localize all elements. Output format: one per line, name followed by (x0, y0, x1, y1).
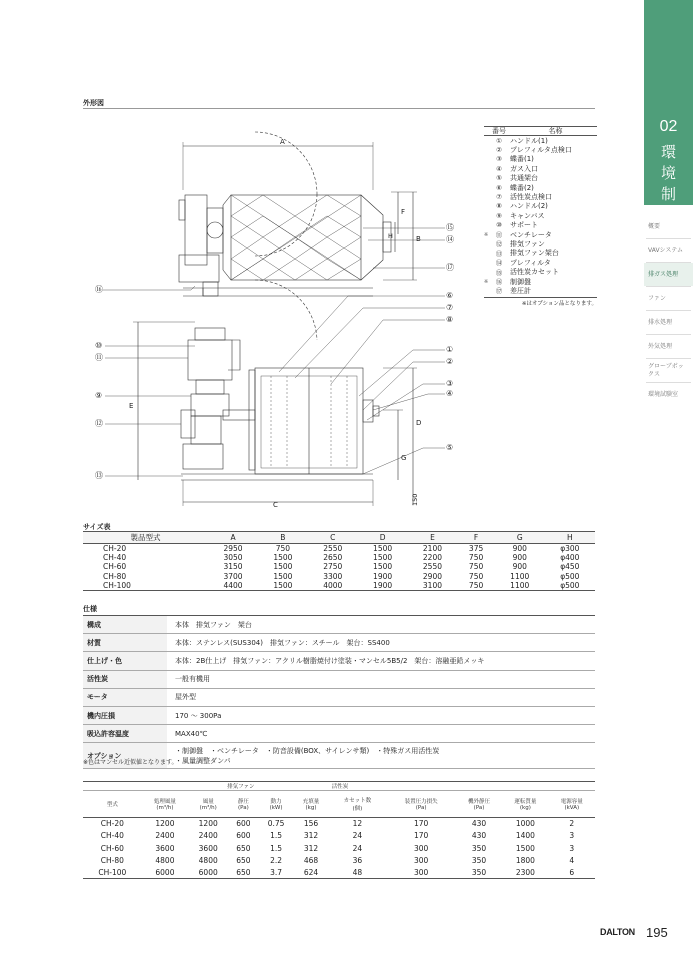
perf-cell: 650 (236, 856, 251, 866)
perf-cell: 350 (471, 856, 487, 866)
size-cell: 4400 (208, 581, 258, 591)
perf-cell: 350 (456, 867, 502, 879)
spec-row (83, 706, 595, 724)
size-cell: 750 (457, 581, 494, 591)
parts-row (484, 183, 597, 192)
perf-cell: 3 (569, 831, 575, 841)
perf-header-label: 運転質量 (514, 799, 537, 805)
perf-header-cell (228, 791, 258, 818)
spec-key: 機内圧損 (83, 706, 167, 724)
perf-cell: 2.2 (270, 856, 283, 866)
size-cell: 1500 (373, 553, 393, 563)
dim-d-label: D (416, 419, 422, 427)
callout-2: ② (446, 357, 454, 366)
parts-header (484, 126, 597, 136)
callout-13: ⑬ (95, 471, 103, 480)
parts-row (484, 174, 597, 183)
callout-3: ③ (446, 379, 454, 388)
parts-number: ② (496, 146, 502, 155)
perf-header-label: 電源容量 (560, 799, 583, 805)
perf-header-cell (142, 791, 188, 818)
perf-cell: 300 (413, 856, 429, 866)
parts-row (484, 277, 597, 286)
size-cell: 750 (468, 571, 484, 581)
parts-name: ベンチレータ (510, 230, 552, 239)
perf-cell: CH-60 (100, 843, 124, 853)
size-header-cell: E (408, 532, 458, 544)
parts-name: サポート (510, 221, 538, 230)
spec-value: 本体：ステンレス(SUS304) 排気ファン：スチール 架台：SS400 (175, 638, 390, 647)
size-cell: 3050 (223, 553, 243, 563)
size-cell: 1500 (273, 553, 293, 563)
parts-header-name: 名称 (548, 127, 563, 135)
size-cell: 2200 (422, 553, 442, 563)
spec-row (83, 652, 595, 670)
perf-cell: 1200 (155, 819, 175, 829)
perf-cell: 1800 (515, 856, 535, 866)
perf-row (83, 818, 595, 830)
perf-header-label: 装置圧力損失 (404, 799, 438, 805)
spec-value-cell (167, 616, 595, 634)
parts-name: 排気ファン (510, 240, 545, 248)
size-header-cell: H (545, 532, 595, 544)
dim-150-label: 150 (411, 493, 419, 506)
chapter-number: 02 (659, 118, 678, 135)
size-table-title: サイズ表 (83, 523, 111, 531)
spec-value-cell (167, 634, 595, 652)
perf-header-unit: (Pa) (415, 805, 427, 811)
brand-logo: DALTON (600, 927, 635, 937)
parts-row (484, 164, 597, 173)
perf-cell: 3600 (155, 843, 175, 853)
parts-number: ⑫ (495, 240, 503, 249)
chapter-title (644, 142, 693, 226)
perf-cell: 1400 (515, 831, 535, 841)
callout-1: ① (446, 345, 454, 354)
parts-name: 蝶番(2) (510, 183, 534, 192)
perf-header-unit: (個) (352, 806, 363, 812)
parts-number: ⑰ (495, 287, 503, 296)
size-cell: 2650 (323, 553, 343, 563)
size-cell: 1500 (273, 562, 293, 572)
dim-f-label: F (401, 208, 406, 216)
perf-cell: 2300 (502, 867, 548, 879)
size-cell: CH-80 (103, 571, 127, 581)
spec-value-cell (167, 743, 595, 769)
perf-cell: 36 (352, 856, 363, 866)
spec-key: 材質 (83, 634, 167, 652)
parts-header-no: 番号 (492, 127, 506, 135)
spec-table (83, 615, 595, 769)
size-cell: 750 (468, 553, 484, 563)
perf-cell: 12 (352, 819, 363, 829)
parts-row (484, 267, 597, 276)
nav-item-fan[interactable]: ファン (648, 294, 666, 302)
size-cell: 3700 (223, 571, 243, 581)
perf-cell: 650 (236, 843, 251, 853)
perf-cell: 300 (413, 843, 429, 853)
performance-table (83, 781, 595, 879)
perf-cell: 6000 (142, 867, 188, 879)
perf-cell: 430 (471, 819, 487, 829)
size-header-cell: C (308, 532, 358, 544)
perf-cell: 300 (386, 867, 456, 879)
nav-item-test-room[interactable]: 環境試験室 (648, 390, 679, 398)
perf-cell: 4800 (198, 856, 218, 866)
callout-5: ⑤ (446, 443, 454, 452)
perf-header-cell (258, 791, 293, 818)
callout-8: ⑧ (446, 315, 454, 324)
size-cell: 900 (512, 562, 527, 572)
spec-value: 本体：2B仕上げ 排気ファン：アクリル樹脂焼付け塗装・マンセル5B5/2 架台：溶融亜鉛メッキ (175, 656, 485, 665)
spec-value: 屋外型 (175, 693, 196, 702)
perf-cell: 6 (549, 867, 595, 879)
parts-name: ガス入口 (510, 164, 538, 173)
perf-header-cell (294, 791, 329, 818)
size-header-cell: G (495, 532, 545, 544)
perf-header-label: 型式 (106, 802, 118, 808)
size-header-cell: D (358, 532, 408, 544)
size-cell: 3300 (323, 571, 343, 581)
parts-row (484, 258, 597, 267)
size-header-cell: A (208, 532, 258, 544)
spec-value-cell (167, 670, 595, 688)
parts-number: ⑯ (495, 278, 503, 287)
nav-item-overview[interactable]: 概要 (648, 222, 661, 230)
chapter-title-char: 制 (660, 185, 676, 203)
perf-cell: 2400 (198, 831, 218, 841)
parts-number: ① (496, 136, 502, 145)
parts-option-mark: ※ (484, 278, 489, 285)
size-cell: 1900 (358, 581, 408, 591)
spec-row (83, 634, 595, 652)
size-cell: 1500 (273, 571, 293, 581)
parts-row (484, 230, 597, 239)
chapter-header (644, 0, 693, 224)
perf-cell: 4800 (155, 856, 175, 866)
parts-number: ⑬ (495, 249, 503, 258)
callout-16: ⑯ (95, 285, 103, 294)
size-cell: φ300 (560, 544, 580, 553)
spec-value: 170 ～ 300Pa (175, 711, 222, 720)
parts-row (484, 145, 597, 154)
perf-cell: 2400 (155, 831, 175, 841)
size-cell: φ450 (560, 562, 580, 572)
outline-drawing (83, 110, 483, 520)
perf-header-cell (386, 791, 456, 818)
perf-header-label: 充填量 (302, 799, 320, 805)
size-table (83, 531, 595, 591)
perf-header-cell (549, 791, 595, 818)
spec-value: MAX40℃ (175, 729, 208, 738)
perf-cell: 312 (303, 843, 319, 853)
size-cell: CH-100 (83, 581, 208, 591)
parts-note: ※はオプション品となります。 (484, 297, 597, 307)
spec-value-cell (167, 725, 595, 743)
parts-number: ⑧ (496, 202, 502, 211)
spec-value-2: ・風量調整ダンパ (175, 756, 231, 765)
size-cell: 2550 (323, 544, 343, 553)
perf-header-label: カセット数 (343, 798, 372, 804)
perf-header-label: 風量 (202, 799, 214, 805)
callout-14: ⑭ (446, 235, 454, 244)
size-cell: 750 (275, 544, 291, 553)
size-row (83, 553, 595, 562)
perf-cell: 600 (236, 819, 251, 829)
size-cell: CH-40 (103, 553, 127, 563)
perf-cell: CH-80 (100, 856, 124, 866)
perf-cell: 430 (471, 831, 487, 841)
perf-cell: 312 (303, 831, 319, 841)
parts-name: プレフィルタ (510, 258, 551, 267)
parts-row (484, 221, 597, 230)
dim-e-label: E (129, 402, 134, 410)
spec-row (83, 670, 595, 688)
perf-cell: 2 (569, 819, 575, 829)
size-cell: 1100 (495, 581, 545, 591)
drawing-section-title: 外形図 (83, 99, 104, 107)
size-cell: 1500 (258, 581, 308, 591)
nav-item-outdoor-air[interactable]: 外気処理 (648, 342, 673, 350)
nav-item-vav[interactable]: VAVシステム (648, 246, 683, 254)
callout-12: ⑫ (95, 419, 103, 428)
size-row (83, 562, 595, 571)
chapter-title-char: 御 (660, 206, 676, 224)
chapter-title-char: 境 (660, 164, 676, 182)
size-cell: 2900 (422, 571, 442, 581)
size-cell: 1900 (373, 571, 393, 581)
size-cell: 2550 (422, 562, 442, 572)
perf-row (83, 854, 595, 866)
spec-key: モータ (83, 688, 167, 706)
perf-header-unit: (m³/h) (199, 805, 217, 811)
parts-number: ⑦ (496, 193, 502, 202)
parts-row (484, 155, 597, 164)
size-cell: φ500 (545, 581, 595, 591)
color-note: ※色はマンセル近似値となります。 (83, 759, 178, 766)
perf-header-unit: (Pa) (473, 805, 485, 811)
spec-row (83, 688, 595, 706)
perf-header-unit: (m³/h) (156, 805, 174, 811)
size-header-cell: 製品型式 (83, 532, 208, 544)
parts-number: ⑭ (495, 259, 503, 268)
spec-key: 吸込許容温度 (83, 725, 167, 743)
perf-cell: 1.5 (270, 843, 283, 853)
perf-cell: 1.5 (270, 831, 283, 841)
size-cell: CH-20 (103, 544, 127, 553)
nav-item-exhaust-gas[interactable]: 排ガス処理 (644, 263, 693, 286)
dim-b-label: B (416, 235, 421, 243)
size-cell: 375 (468, 544, 484, 553)
size-cell: 2750 (323, 562, 343, 572)
perf-cell: CH-20 (100, 819, 124, 829)
front-view (95, 291, 453, 509)
spec-title: 仕様 (83, 605, 97, 613)
dim-a-label: A (280, 138, 285, 146)
perf-cell: 0.75 (267, 819, 285, 829)
parts-name: 蝶番(1) (510, 155, 534, 164)
perf-row (83, 842, 595, 854)
callout-11: ⑪ (95, 353, 103, 362)
spec-value-cell (167, 652, 595, 670)
size-row (83, 581, 595, 591)
size-cell: 2950 (223, 544, 243, 553)
spec-value: 一般有機用 (175, 675, 210, 684)
dim-c-label: C (273, 501, 278, 509)
perf-header-unit: (kg) (305, 805, 317, 811)
callout-9: ⑨ (95, 391, 103, 400)
perf-header-label: 処理風量 (153, 799, 176, 805)
perf-header-cell (502, 791, 548, 818)
group-carbon: 活性炭 (294, 782, 387, 791)
perf-header-cell (83, 791, 142, 818)
callout-6: ⑥ (446, 291, 454, 300)
nav-item-wastewater[interactable]: 排水処理 (648, 318, 673, 326)
parts-number: ⑮ (495, 268, 503, 277)
perf-cell: 3600 (198, 843, 218, 853)
parts-name: 排気ファン架台 (510, 249, 559, 258)
spec-key: 構成 (83, 616, 167, 634)
parts-row (484, 192, 597, 201)
nav-item-glovebox[interactable]: グローブボックス (648, 362, 684, 378)
size-row (83, 572, 595, 581)
perf-cell: 468 (303, 856, 319, 866)
parts-number: ⑥ (496, 183, 502, 192)
perf-header-cell (328, 791, 386, 818)
perf-cell: 1200 (198, 819, 218, 829)
spec-row (83, 616, 595, 634)
group-fan: 排気ファン (188, 782, 294, 791)
size-cell: 1100 (510, 571, 530, 581)
parts-option-mark: ※ (484, 231, 489, 238)
spec-value-cell (167, 688, 595, 706)
parts-name: ハンドル(2) (510, 202, 548, 211)
callout-10: ⑩ (95, 341, 103, 350)
page-number: 195 (646, 925, 668, 940)
spec-key: 活性炭 (83, 670, 167, 688)
parts-number: ④ (496, 164, 502, 173)
parts-row (484, 239, 597, 248)
perf-header-cell (456, 791, 502, 818)
parts-number: ③ (496, 155, 502, 164)
callout-15: ⑮ (446, 223, 454, 232)
dim-g-label: G (401, 454, 407, 462)
section-rule (83, 108, 595, 109)
perf-cell: 24 (352, 831, 363, 841)
perf-cell: 4 (569, 856, 575, 866)
perf-header-unit: (kW) (269, 805, 283, 811)
size-cell: 900 (512, 553, 527, 563)
perf-cell: 3.7 (258, 867, 293, 879)
size-cell: 3100 (408, 581, 458, 591)
perf-cell: 24 (352, 843, 363, 853)
perf-header-unit: (kg) (519, 805, 531, 811)
parts-name: 差圧計 (510, 286, 531, 295)
parts-number: ⑤ (496, 174, 502, 183)
perf-cell: 650 (228, 867, 258, 879)
size-cell: 4000 (308, 581, 358, 591)
perf-cell: 600 (236, 831, 251, 841)
perf-header-unit: (Pa) (238, 805, 249, 811)
perf-cell: 3 (569, 843, 575, 853)
callout-4: ④ (446, 389, 454, 398)
parts-name: 活性炭カセット (510, 268, 559, 277)
perf-row (83, 830, 595, 842)
spec-key: 仕上げ・色 (83, 652, 167, 670)
perf-cell: 6000 (188, 867, 228, 879)
chapter-nav (644, 215, 693, 406)
parts-number: ⑪ (495, 231, 503, 240)
size-cell: 2100 (422, 544, 442, 553)
perf-cell: 350 (471, 843, 487, 853)
size-cell: φ400 (560, 553, 580, 563)
parts-row (484, 249, 597, 258)
size-header-cell: B (258, 532, 308, 544)
parts-row (484, 136, 597, 145)
size-cell: 1500 (373, 544, 393, 553)
parts-number: ⑩ (496, 221, 502, 230)
perf-cell: CH-100 (83, 867, 142, 879)
perf-header-label: 機外静圧 (468, 799, 491, 805)
parts-number: ⑨ (496, 211, 502, 220)
parts-list (484, 126, 597, 307)
perf-cell: 48 (328, 867, 386, 879)
spec-key: オプション (83, 743, 167, 769)
parts-name: プレフィルタ点検口 (510, 146, 572, 155)
parts-name: 制御盤 (510, 277, 531, 286)
size-cell: CH-60 (103, 562, 127, 572)
perf-row (83, 867, 595, 879)
chapter-side-tab (644, 0, 693, 960)
parts-name: ハンドル(1) (510, 136, 548, 145)
chapter-title-char: 環 (660, 143, 676, 161)
perf-cell: CH-40 (100, 831, 124, 841)
perf-header-unit: (kVA) (564, 805, 580, 811)
parts-row (484, 202, 597, 211)
perf-header-label: 動力 (270, 799, 282, 805)
parts-row (484, 286, 597, 295)
dim-h-label: H (388, 232, 393, 240)
parts-name: 共通架台 (510, 174, 538, 183)
size-row (83, 544, 595, 554)
perf-cell: 624 (294, 867, 329, 879)
perf-cell: 170 (413, 819, 429, 829)
size-cell: 750 (468, 562, 484, 572)
spec-value-cell (167, 706, 595, 724)
perf-cell: 1000 (515, 819, 535, 829)
callout-17: ⑰ (446, 263, 454, 272)
perf-cell: 1500 (515, 843, 535, 853)
spec-row (83, 725, 595, 743)
perf-header-cell (188, 791, 228, 818)
size-cell: 900 (512, 544, 527, 553)
size-cell: 3150 (223, 562, 243, 572)
spec-value: ・制御盤 ・ベンチレータ ・防音設備(BOX、サイレンサ類) ・特殊ガス用活性炭 (175, 746, 440, 755)
perf-header-label: 静圧 (237, 799, 249, 805)
size-header-cell: F (457, 532, 494, 544)
top-view (95, 132, 454, 340)
parts-row (484, 211, 597, 220)
parts-name: キャンバス (510, 211, 545, 220)
perf-cell: 170 (413, 831, 429, 841)
spec-value: 本体 排気ファン 架台 (175, 620, 252, 629)
callout-7: ⑦ (446, 303, 454, 312)
parts-name: 活性炭点検口 (510, 193, 552, 202)
size-cell: φ500 (560, 571, 580, 581)
perf-cell: 156 (303, 819, 319, 829)
size-cell: 1500 (373, 562, 393, 572)
